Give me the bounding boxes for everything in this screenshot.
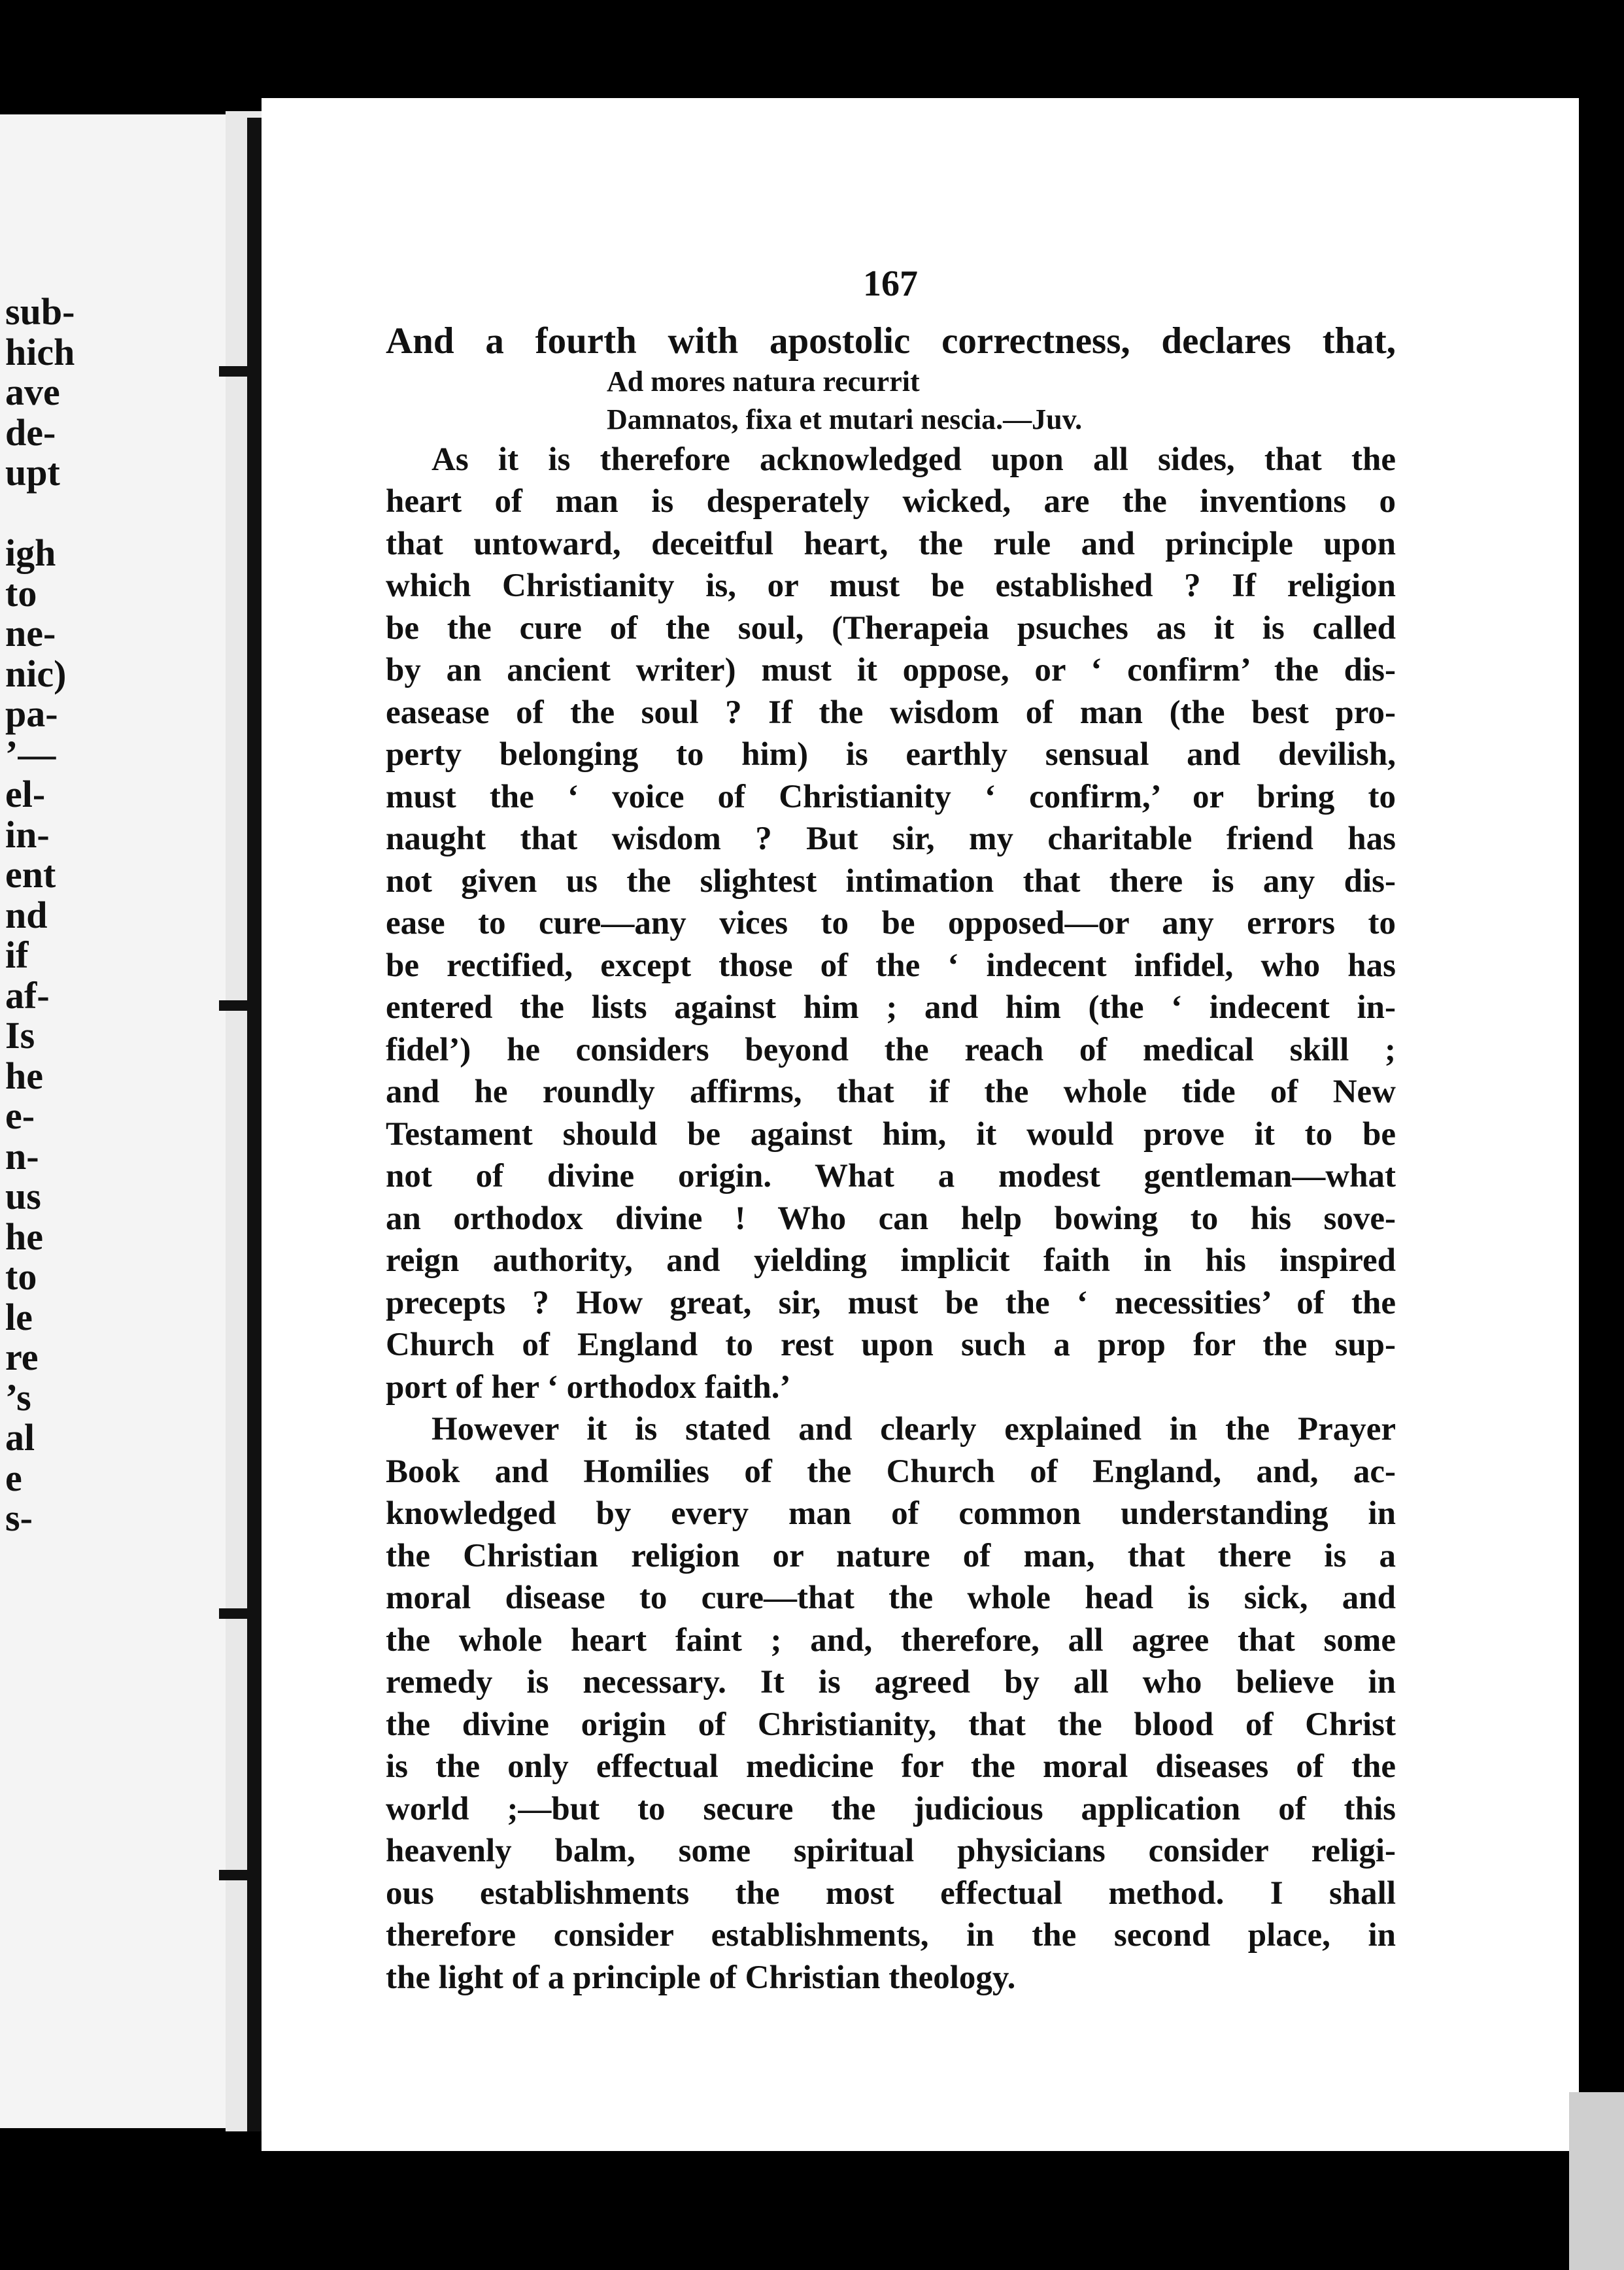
left-page-fragment: ’s [5, 1376, 31, 1419]
left-page-fragment: hich [5, 330, 75, 373]
left-page-fragment: he [5, 1054, 43, 1097]
left-page-fragment: he [5, 1215, 43, 1258]
text-line: port of her ‘ orthodox faith.’ [386, 1368, 791, 1406]
text-line: which Christianity is, or must be established ? If religion [386, 568, 1396, 604]
left-page-fragment: to [5, 571, 37, 615]
left-page-fragment: sub- [5, 290, 75, 333]
left-page-fragment: Is [5, 1014, 35, 1057]
text-line: precepts ? How great, sir, must be the ‘ necessities’ of the [386, 1284, 1396, 1321]
left-page-fragment: le [5, 1295, 33, 1338]
text-line: knowledged by every man of common understanding in [386, 1495, 1396, 1532]
left-page-fragment: e [5, 1456, 22, 1499]
text-line: entered the lists against him ; and him (the ‘ indecent in- [386, 989, 1396, 1026]
text-line: not given us the slightest intimation that there is any dis- [386, 862, 1396, 900]
text-line: be rectified, except those of the ‘ indecent infidel, who has [386, 947, 1396, 984]
left-page-fragment: e- [5, 1094, 35, 1137]
latin-motto-line: Ad mores natura recurrit [607, 365, 920, 398]
left-page-fragment: ’— [5, 732, 56, 775]
text-line: must the ‘ voice of Christianity ‘ confirm,’ or bring to [386, 778, 1396, 815]
left-page-fragment: s- [5, 1497, 33, 1539]
left-page-fragment: de- [5, 411, 56, 454]
text-line: world ;—but to secure the judicious application of this [386, 1790, 1396, 1827]
text-line: As it is therefore acknowledged upon all sides, that the [431, 441, 1396, 478]
page-text [386, 320, 1396, 1999]
left-page-fragment: ne- [5, 612, 56, 654]
left-page-fragment: in- [5, 813, 50, 856]
text-line: Testament should be against him, it would prove it to be [386, 1115, 1396, 1153]
left-page-fragment: upt [5, 451, 60, 494]
text-line: heavenly balm, some spiritual physicians consider religi- [386, 1833, 1396, 1869]
left-page-fragment: al [5, 1416, 35, 1459]
text-line: naught that wisdom ? But sir, my charitable friend has [386, 821, 1396, 857]
text-line: therefore consider establishments, in the second place, in [386, 1917, 1396, 1954]
text-line: Book and Homilies of the Church of England, and, ac- [386, 1453, 1396, 1490]
text-line: and he roundly affirms, that if the whole tide of New [386, 1074, 1396, 1110]
text-line: an orthodox divine ! Who can help bowing to his sove- [386, 1200, 1396, 1237]
left-page-fragment: af- [5, 974, 50, 1017]
left-page-fragment: igh [5, 532, 56, 574]
text-line: the divine origin of Christianity, that the blood of Christ [386, 1706, 1396, 1743]
text-line: that untoward, deceitful heart, the rule and principle upon [386, 525, 1396, 562]
text-line: Church of England to rest upon such a prop for the sup- [386, 1327, 1396, 1363]
intro-line: And a fourth with apostolic correctness, declares that, [386, 320, 1396, 362]
text-line: is the only effectual medicine for the moral diseases of the [386, 1748, 1396, 1785]
text-line: be the cure of the soul, (Therapeia psuches as it is called [386, 609, 1396, 647]
text-line: moral disease to cure—that the whole head is sick, and [386, 1580, 1396, 1616]
left-page-fragment: pa- [5, 692, 58, 735]
left-page-fragment: nic) [5, 652, 67, 695]
paragraph-2 [386, 1408, 1396, 1999]
text-line: easease of the soul ? If the wisdom of man (the best pro- [386, 694, 1396, 731]
text-line: ous establishments the most effectual method. I shall [386, 1874, 1396, 1912]
text-line: not of divine origin. What a modest gentleman—what [386, 1158, 1396, 1194]
text-line: reign authority, and yielding implicit faith in his inspired [386, 1242, 1396, 1279]
page-corner [1569, 2092, 1624, 2270]
left-page-fragment: if [5, 934, 29, 976]
text-line: ease to cure—any vices to be opposed—or any errors to [386, 905, 1396, 941]
text-line: the Christian religion or nature of man, that there is a [386, 1537, 1396, 1574]
text-line: the light of a principle of Christian theology. [386, 1959, 1016, 1996]
left-page-fragment: us [5, 1175, 41, 1217]
left-page-edge [0, 114, 232, 2128]
latin-motto-line: Damnatos, fixa et mutari nescia.—Juv. [607, 403, 1083, 435]
text-line: heart of man is desperately wicked, are the inventions o [386, 483, 1396, 520]
text-line: the whole heart faint ; and, therefore, all agree that some [386, 1621, 1396, 1659]
text-line: perty belonging to him) is earthly sensual and devilish, [386, 736, 1396, 773]
left-page-fragment: ent [5, 853, 56, 896]
left-page-fragment: nd [5, 893, 48, 936]
paragraph-1 [386, 439, 1396, 1409]
text-line: However it is stated and clearly explained in the Prayer [431, 1411, 1396, 1448]
text-line: fidel’) he considers beyond the reach of medical skill ; [386, 1031, 1396, 1068]
left-page-fragment: re [5, 1336, 39, 1378]
left-page-fragment: ave [5, 371, 60, 413]
text-line: by an ancient writer) must it oppose, or ‘ confirm’ the dis- [386, 652, 1396, 688]
left-page-fragment: el- [5, 773, 46, 815]
text-line: remedy is necessary. It is agreed by all who believe in [386, 1664, 1396, 1701]
left-page-fragment: n- [5, 1134, 39, 1177]
page-number: 167 [863, 263, 918, 304]
left-page-fragment: to [5, 1255, 37, 1298]
